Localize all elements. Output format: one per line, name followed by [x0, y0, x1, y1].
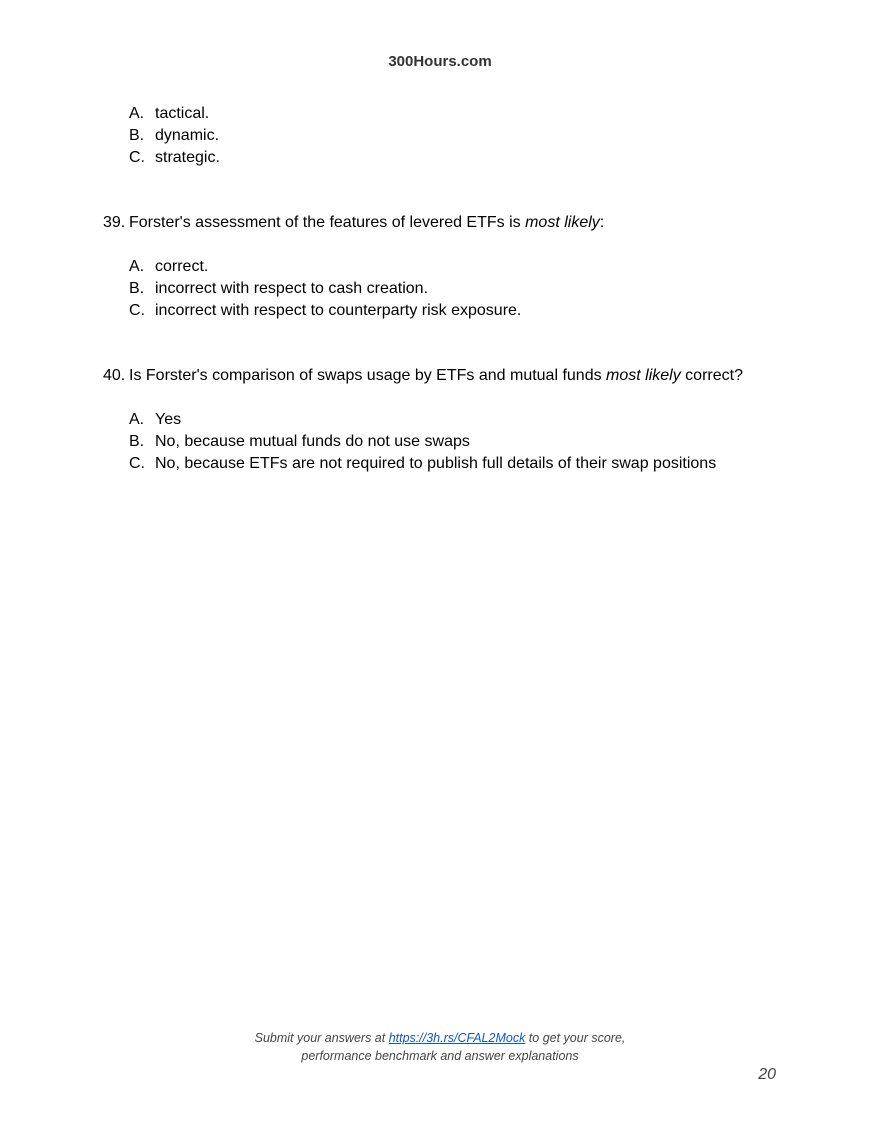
stem-text: Forster's assessment of the features of levered ETFs is: [129, 214, 526, 231]
option-c: [129, 147, 220, 169]
option-letter: C.: [129, 149, 145, 166]
option-b: [129, 431, 716, 453]
option-text: incorrect with respect to counterparty risk exposure.: [155, 302, 522, 319]
option-letter: B.: [129, 127, 145, 144]
option-letter: A.: [129, 258, 145, 275]
page-number: 20: [758, 1066, 776, 1083]
option-letter: A.: [129, 105, 145, 122]
question-40-options: [129, 409, 716, 475]
question-number: 39.: [103, 214, 126, 231]
option-text: No, because ETFs are not required to publish full details of their swap positions: [155, 455, 717, 472]
question-40-stem: [103, 365, 743, 387]
stem-text-end: correct?: [680, 367, 743, 384]
option-text: Yes: [155, 411, 182, 428]
option-text: correct.: [155, 258, 209, 275]
option-a: [129, 409, 716, 431]
footer-line-1: [0, 1029, 880, 1047]
footer-line-2: performance benchmark and answer explanations: [301, 1049, 579, 1063]
stem-text-end: :: [599, 214, 605, 231]
submit-link[interactable]: https://3h.rs/CFAL2Mock: [388, 1031, 526, 1045]
option-b: [129, 278, 521, 300]
option-a: [129, 103, 220, 125]
option-b: [129, 125, 220, 147]
question-39-stem: [103, 212, 604, 234]
stem-emphasis: most likely: [525, 214, 600, 231]
stem-text: Is Forster's comparison of swaps usage by ETFs and mutual funds: [129, 367, 607, 384]
option-text: No, because mutual funds do not use swaps: [155, 433, 470, 450]
option-letter: B.: [129, 280, 145, 297]
previous-question-options: [129, 103, 220, 169]
footer-text-end: to get your score,: [525, 1031, 626, 1045]
option-text: incorrect with respect to cash creation.: [155, 280, 429, 297]
option-c: [129, 300, 521, 322]
option-a: [129, 256, 521, 278]
option-text: strategic.: [155, 149, 220, 166]
footer-text: Submit your answers at: [254, 1031, 389, 1045]
question-number: 40.: [103, 367, 126, 384]
site-header: 300Hours.com: [388, 53, 492, 70]
page-footer: [0, 1029, 880, 1065]
option-text: dynamic.: [155, 127, 220, 144]
question-39-options: [129, 256, 521, 322]
option-letter: C.: [129, 455, 145, 472]
option-letter: B.: [129, 433, 145, 450]
option-letter: A.: [129, 411, 145, 428]
option-text: tactical.: [155, 105, 210, 122]
option-letter: C.: [129, 302, 145, 319]
option-c: [129, 453, 716, 475]
stem-emphasis: most likely: [606, 367, 681, 384]
